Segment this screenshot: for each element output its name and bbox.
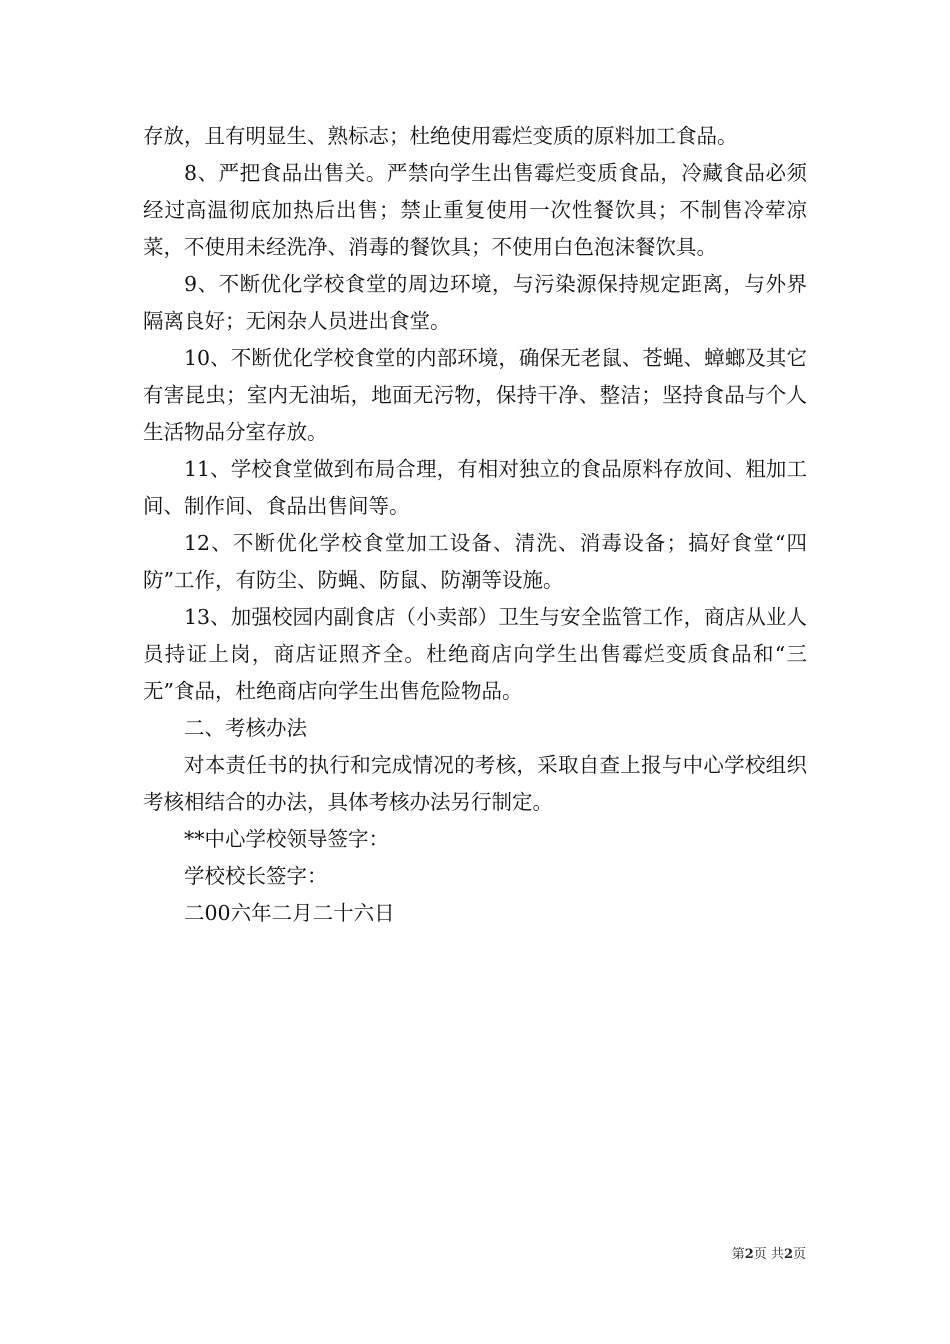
paragraph-item-13: 13、加强校园内副食店（小卖部）卫生与安全监管工作，商店从业人员持证上岗，商店证照齐全。杜绝商店向学生出售霉烂变质食品和“三无”食品，杜绝商店向学生出售危险物品。 xyxy=(143,605,807,703)
document-body xyxy=(143,118,807,932)
document-date: 二00六年二月二十六日 xyxy=(184,901,395,925)
footer-suffix: 页 xyxy=(792,1247,806,1262)
page-number-footer xyxy=(732,1247,806,1263)
paragraph-item-9: 9、不断优化学校食堂的周边环境，与污染源保持规定距离，与外界隔离良好；无闲杂人员进出食堂。 xyxy=(143,272,807,333)
footer-prefix: 第 xyxy=(731,1247,745,1262)
paragraph-item-12: 12、不断优化学校食堂加工设备、清洗、消毒设备；搞好食堂“四防”工作，有防尘、防蝇、防鼠、防潮等设施。 xyxy=(143,531,807,592)
paragraph-item-10: 10、不断优化学校食堂的内部环境，确保无老鼠、苍蝇、蟑螂及其它有害昆虫；室内无油垢，地面无污物，保持干净、整洁；坚持食品与个人生活物品分室存放。 xyxy=(143,346,807,444)
footer-middle: 页 共 xyxy=(753,1247,784,1262)
paragraph-item-11: 11、学校食堂做到布局合理，有相对独立的食品原料存放间、粗加工间、制作间、食品出售间等。 xyxy=(143,457,807,518)
paragraph-continuation: 存放，且有明显生、熟标志；杜绝使用霉烂变质的原料加工食品。 xyxy=(143,124,738,148)
paragraph-assessment: 对本责任书的执行和完成情况的考核，采取自查上报与中心学校组织考核相结合的办法，具体考核办法另行制定。 xyxy=(143,753,807,814)
signature-principal: 学校校长签字： xyxy=(184,864,328,888)
paragraph-item-8: 8、严把食品出售关。严禁向学生出售霉烂变质食品，冷藏食品必须经过高温彻底加热后出售；禁止重复使用一次性餐饮具；不制售冷荤凉菜，不使用未经洗净、消毒的餐饮具；不使用白色泡沫餐饮具。 xyxy=(143,161,807,259)
section-heading-assessment: 二、考核办法 xyxy=(184,716,307,740)
signature-center-school: **中心学校领导签字： xyxy=(184,827,389,851)
footer-current-page: 2 xyxy=(744,1247,754,1262)
footer-total-pages: 2 xyxy=(783,1247,793,1262)
